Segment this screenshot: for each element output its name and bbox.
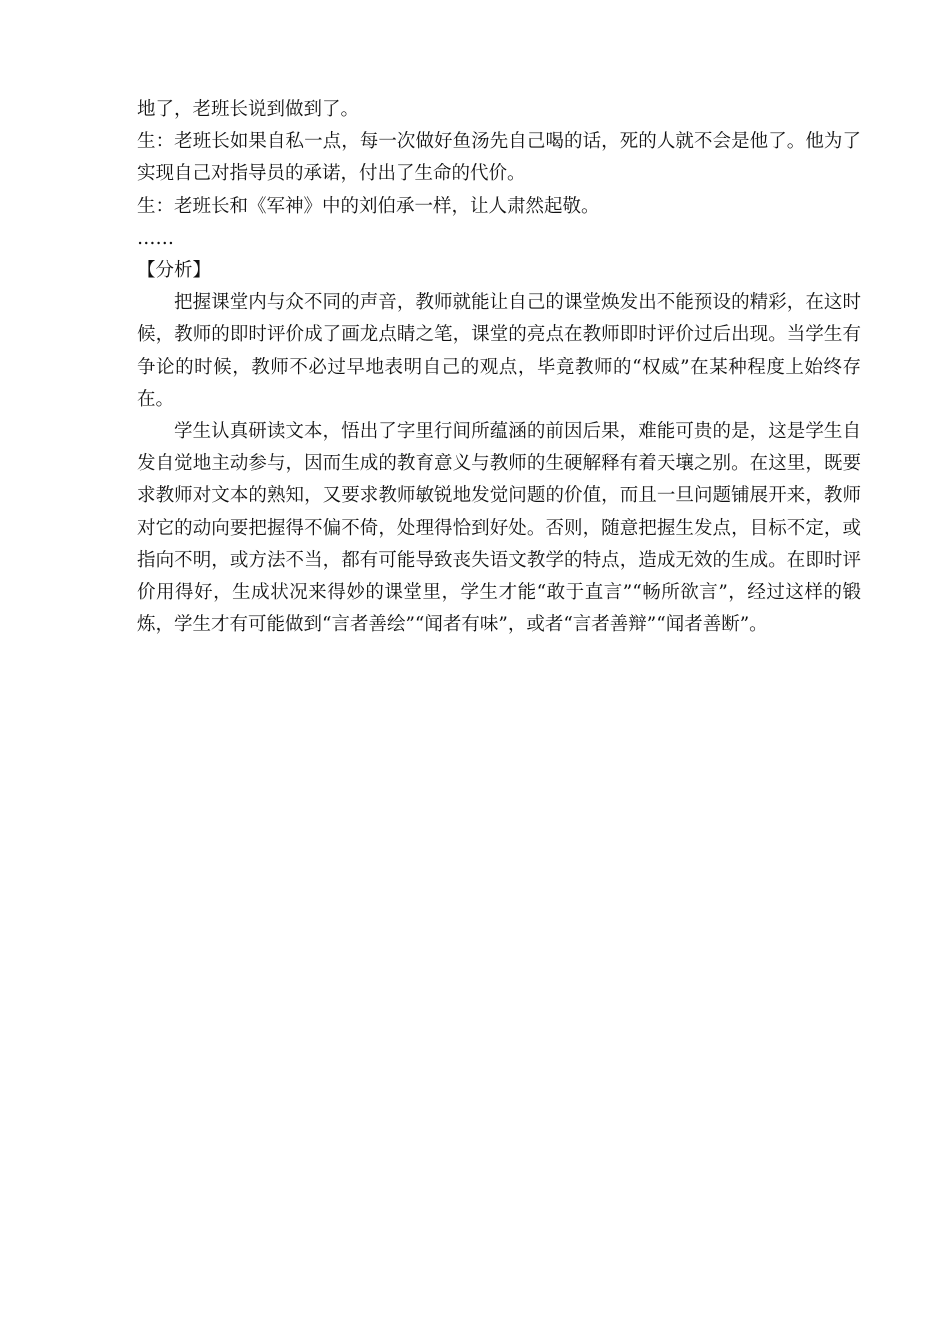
analysis-paragraph-2: 学生认真研读文本，悟出了字里行间所蕴涵的前因后果，难能可贵的是，这是学生自发自觉地主动参与，因而生成的教育意义与教师的生硬解释有着天壤之别。在这里，既要求教师对文本的熟知，又要求教师敏锐地发觉问题的价值，而且一旦问题铺展开来，教师对它的动向要把握得不偏不倚，处理得恰到好处。否则，随意把握生发点，目标不定，或指向不明，或方法不当，都有可能导致丧失语文教学的特点，造成无效的生成。在即时评价用得好，生成状况来得妙的课堂里，学生才能“敢于直言”“畅所欲言”，经过这样的锻炼，学生才有可能做到“言者善绘”“闻者有味”，或者“言者善辩”“闻者善断”。	[137, 421, 861, 636]
text-line-continuation: 地了，老班长说到做到了。	[137, 99, 360, 120]
student-remark-1: 生：老班长如果自私一点，每一次做好鱼汤先自己喝的话，死的人就不会是他了。他为了实现自己对指导员的承诺，付出了生命的代价。	[137, 131, 861, 185]
document-body	[137, 94, 861, 641]
section-heading-analysis: 【分析】	[137, 260, 212, 282]
ellipsis-line: ……	[137, 227, 174, 249]
student-remark-2: 生：老班长和《军神》中的刘伯承一样，让人肃然起敬。	[137, 195, 600, 217]
analysis-paragraph-1: 把握课堂内与众不同的声音，教师就能让自己的课堂焕发出不能预设的精彩，在这时候，教师的即时评价成了画龙点睛之笔，课堂的亮点在教师即时评价过后出现。当学生有争论的时候，教师不必过早地表明自己的观点，毕竟教师的“权威”在某种程度上始终存在。	[137, 292, 861, 410]
